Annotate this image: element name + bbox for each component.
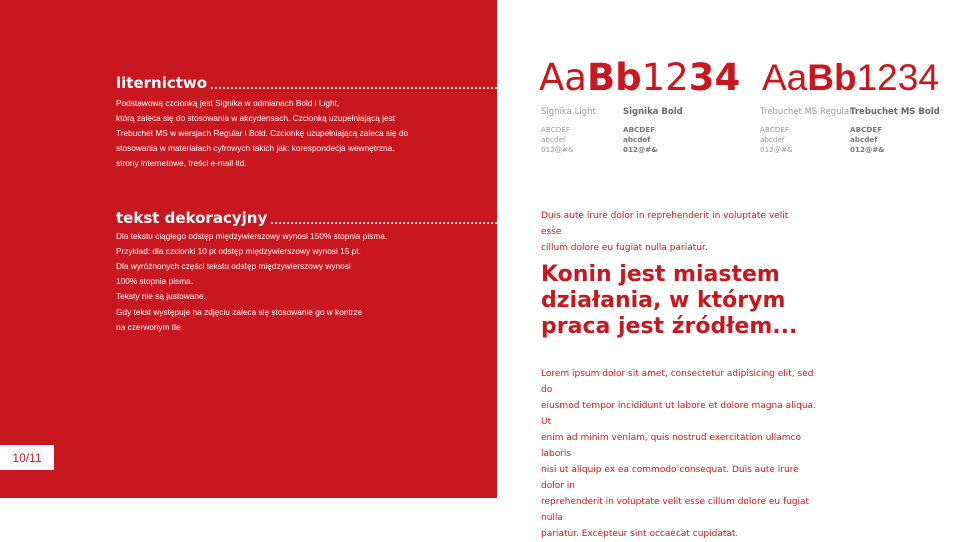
text-line: Teksty nie są justowane. <box>116 291 206 301</box>
sample-uppercase: ABCDEF <box>623 125 656 134</box>
text-line: Dla tekstu ciągłego odstęp międzywierszowy wynosi 150% stopnia pisma. <box>116 231 388 241</box>
headline-line: praca jest źródłem... <box>541 314 798 339</box>
sample-lowercase: abcdef <box>760 135 785 144</box>
font-sample-trebuchet-bold <box>850 107 940 155</box>
text-line: strony internetowe, treści e-mail itd. <box>116 158 247 168</box>
specimen-bold-part: Bb <box>586 56 642 99</box>
text-line: Trebuchet MS w wersjach Regular i Bold. Czcionkę uzupełniającą zaleca się do <box>116 128 409 138</box>
text-line: nisi ut aliquip ex ea commodo consequat. Duis aute irure dolor in <box>541 465 799 491</box>
section-heading-tekst-dekoracyjny <box>116 205 497 227</box>
heading-text: tekst dekoracyjny <box>116 209 268 227</box>
page-number: 10/11 <box>12 450 42 465</box>
text-line: Dla wyróżnonych części tekstu odstęp międzywierszowy wynosi <box>116 261 351 271</box>
font-name: Signika Bold <box>623 107 683 117</box>
text-line: Lorem ipsum dolor sit amet, consectetur adipisicing elit, sed do <box>541 369 814 395</box>
dotted-rule <box>271 222 497 224</box>
font-name: Trebuchet MS Bold <box>850 107 940 117</box>
text-line: Podstawową czcionką jest Signika w odmianach Bold i Light, <box>116 98 340 108</box>
red-panel <box>0 0 497 498</box>
font-sample-signika-bold <box>623 107 713 155</box>
heading-text: liternictwo <box>116 74 208 92</box>
liternictwo-description <box>116 96 416 171</box>
text-line: Przykład: dla czcionki 10 pt odstęp międzywierszowy wynosi 15 pt. <box>116 246 361 256</box>
text-line: stosowania w materiałach cyfrowych takich jak: korespondecja wewnętrzna, <box>116 143 395 153</box>
example-quote <box>541 208 811 256</box>
text-line: na czerwonym tle. <box>116 322 183 332</box>
trebuchet-specimen <box>762 56 939 100</box>
text-line: cillum dolore eu fugiat nulla pariatur. <box>541 243 708 253</box>
example-body-text <box>541 366 823 542</box>
headline-line: Konin jest miastem <box>541 262 780 287</box>
headline-line: działania, w którym <box>541 288 786 313</box>
sample-lowercase: abcdef <box>623 135 651 144</box>
example-headline <box>541 262 811 340</box>
contra-rule-paragraph <box>116 305 396 335</box>
sample-characters: 012@#& <box>541 145 574 154</box>
sample-uppercase: ABCDEF <box>541 125 570 134</box>
text-line: 100% stopnia pisma. <box>116 276 194 286</box>
text-line: reprehenderit in voluptate velit esse cillum dolore eu fugiat nulla <box>541 497 810 523</box>
justification-rule-paragraph <box>116 289 396 304</box>
sample-lowercase: abcdef <box>850 135 878 144</box>
sample-characters: 012@#& <box>623 145 658 154</box>
sample-uppercase: ABCDEF <box>760 125 789 134</box>
text-line: którą zaleca się do stosowania w akcydensach. Czcionką uzupełniającą jest <box>116 113 396 123</box>
sample-uppercase: ABCDEF <box>850 125 883 134</box>
text-line: pariatur. Excepteur sint occaecat cupidatat. <box>541 529 739 539</box>
font-name: Trebuchet MS Regular <box>760 107 853 117</box>
page-number-box <box>0 445 54 470</box>
sample-characters: 012@#& <box>760 145 793 154</box>
specimen-light-part: Aa <box>539 56 587 99</box>
font-name: Signika Light <box>541 107 596 117</box>
sample-lowercase: abcdef <box>541 135 566 144</box>
font-sample-signika-light <box>541 107 631 155</box>
specimen-light-part: 1234 <box>856 57 939 98</box>
signika-specimen <box>539 56 740 100</box>
sample-characters: 012@#& <box>850 145 885 154</box>
leading-rule-paragraph <box>116 229 396 259</box>
text-line: Gdy tekst występuje na zdjęciu zaleca się stosowanie go w kontrze <box>116 307 363 317</box>
highlight-rule-paragraph <box>116 259 396 289</box>
text-line: Duis aute irure dolor in reprehenderit in voluptate velit esse <box>541 211 789 237</box>
specimen-bold-part: Bb <box>807 57 857 98</box>
text-line: eiusmod tempor incididunt ut labore et dolore magna aliqua. Ut <box>541 401 816 427</box>
specimen-light-part: 12 <box>641 56 689 99</box>
font-sample-trebuchet-regular <box>760 107 853 155</box>
specimen-bold-part: 34 <box>688 56 741 99</box>
specimen-light-part: Aa <box>762 57 808 98</box>
section-heading-liternictwo <box>116 70 497 92</box>
dotted-rule <box>211 87 497 89</box>
text-line: enim ad minim veniam, quis nostrud exercitation ullamco laboris <box>541 433 802 459</box>
